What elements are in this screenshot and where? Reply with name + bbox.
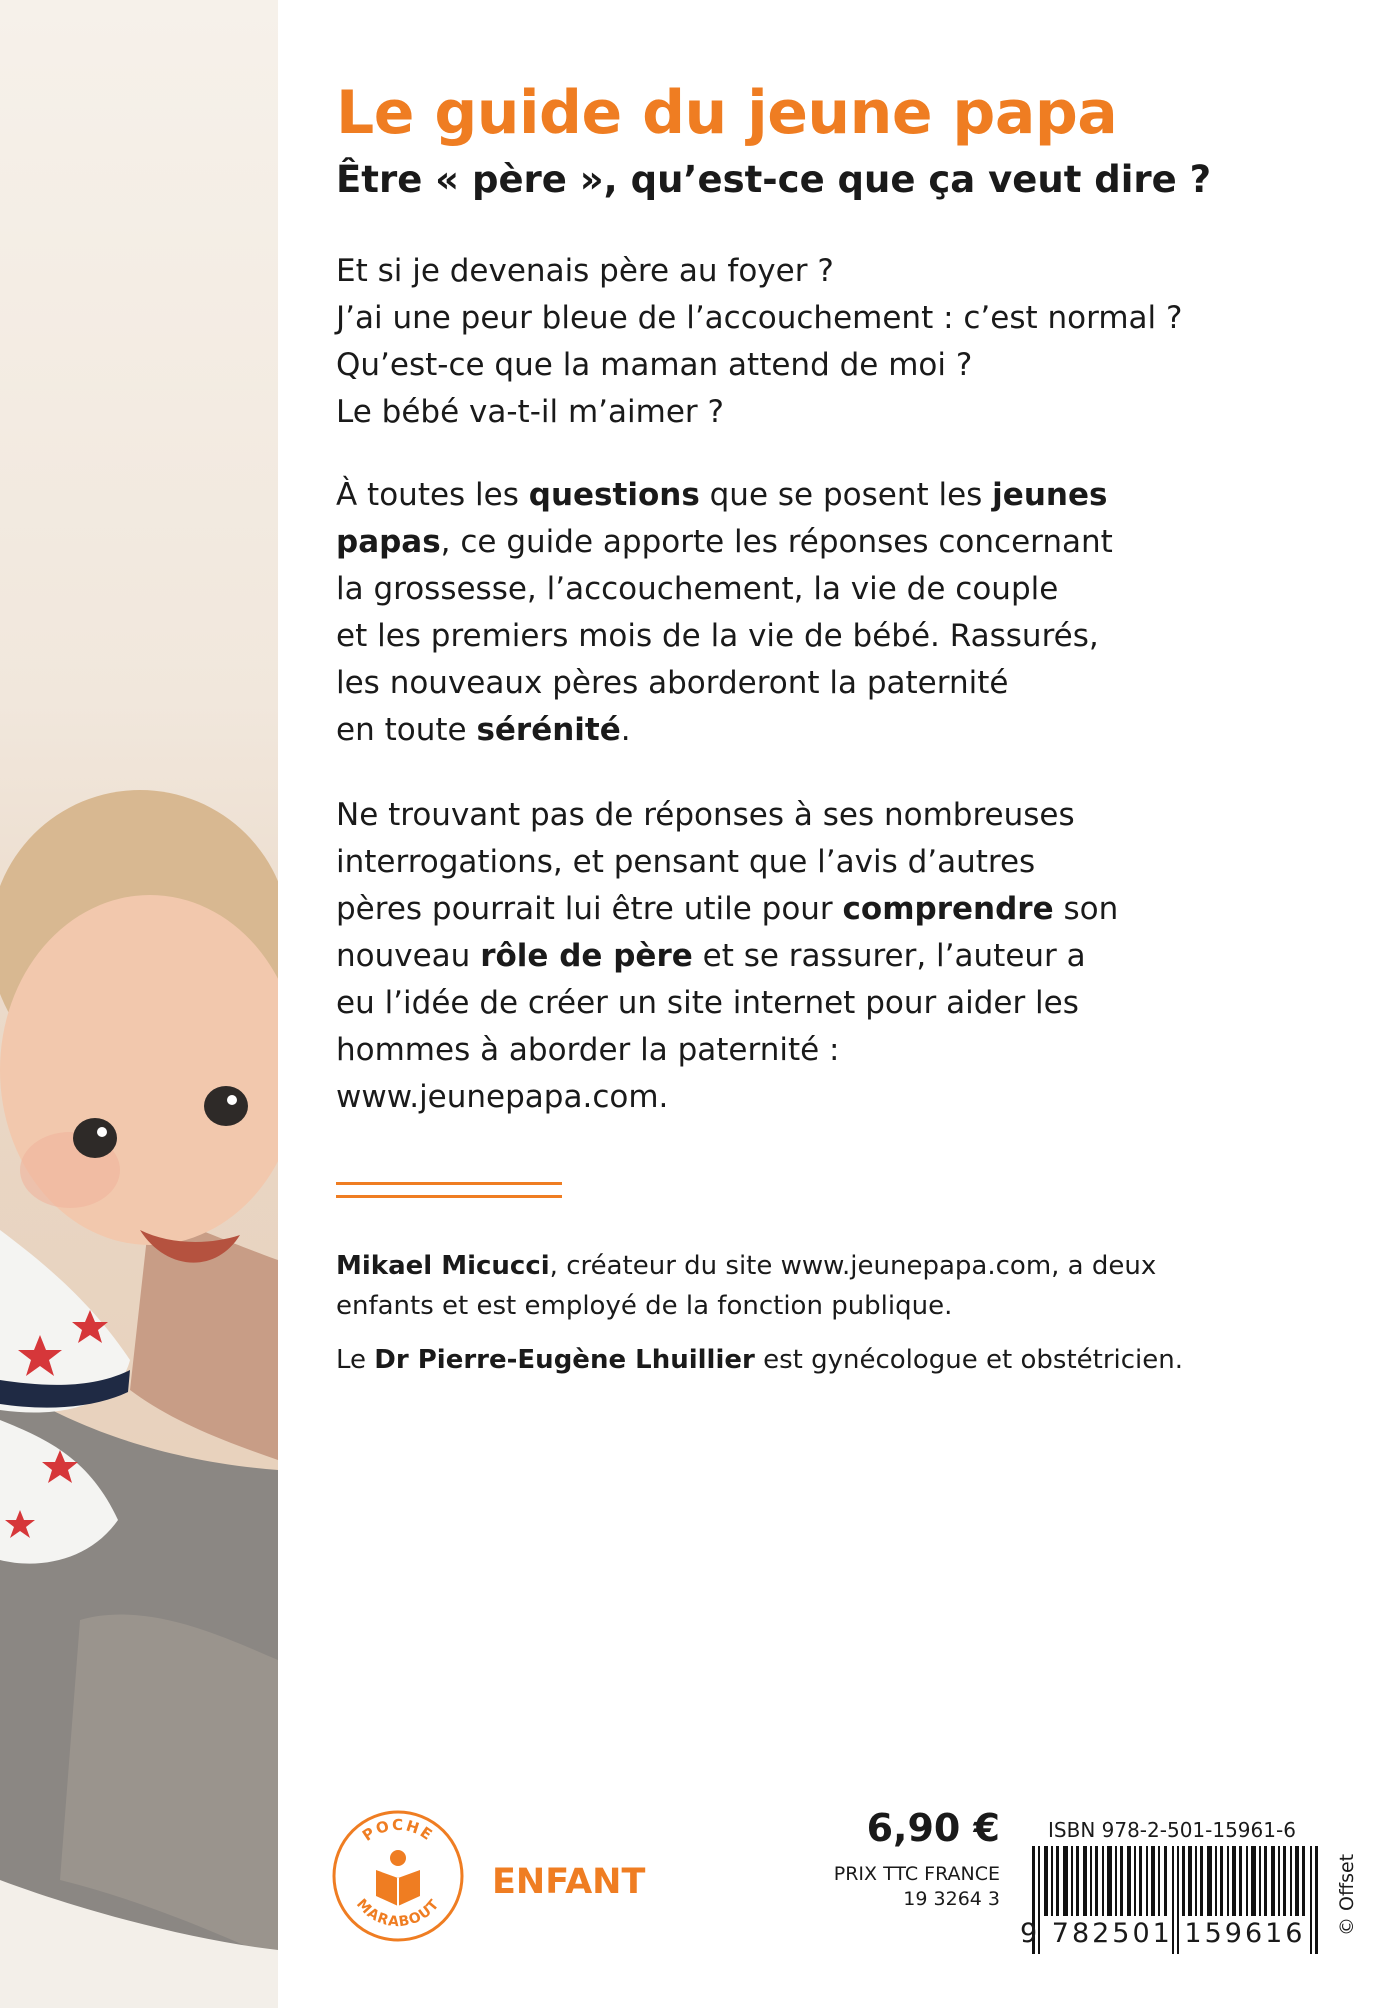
question-item: Le bébé va-t-il m’aimer ? (336, 394, 724, 430)
coauthor-bio: Le Dr Pierre-Eugène Lhuillier est gynécologue et obstétricien. (336, 1345, 1184, 1375)
price: 6,90 € (866, 1806, 1000, 1850)
question-item: Et si je devenais père au foyer ? (336, 253, 834, 289)
author-story-paragraph: Ne trouvant pas de réponses à ses nombreuses interrogations, et pensant que l’avis d’autres pères pourrait lui être utile pour comprendre son nouveau rôle de père et se rassurer, l’auteur a eu l’idée de créer un site internet pour aider les hommes à aborder la paternité : www.jeunepapa.com. (336, 797, 1119, 1115)
category-label: ENFANT (492, 1862, 646, 1902)
questions-list (336, 248, 1182, 436)
poche-marabout-logo (330, 1808, 466, 1944)
logo-top-text: POCHE (359, 1815, 438, 1845)
baby-illustration (0, 0, 278, 2008)
isbn: ISBN 978-2-501-15961-6 (1048, 1818, 1296, 1842)
price-note: PRIX TTC FRANCE 19 3264 3 (833, 1863, 1000, 1910)
book-subtitle: Être « père », qu’est-ce que ça veut dire ? (336, 158, 1212, 201)
author-bio: Mikael Micucci, créateur du site www.jeunepapa.com, a deux enfants et est employé de la fonction publique. (336, 1251, 1157, 1321)
question-item: Qu’est-ce que la maman attend de moi ? (336, 347, 973, 383)
photo-credit: © Offset (1336, 1853, 1358, 1936)
svg-text:POCHE (359, 1816, 437, 1845)
book-title: Le guide du jeune papa (336, 78, 1118, 148)
cover-photo (0, 0, 278, 2008)
logo-bottom-text: MARABOUT (353, 1896, 443, 1931)
orange-divider (336, 1182, 562, 1208)
summary-paragraph: À toutes les questions que se posent les jeunes papas, ce guide apporte les réponses concernant la grossesse, l’accouchement, la vie de couple et les premiers mois de la vie de bébé. Rassurés, les nouveaux pères aborderont la paternité en toute sérénité. (336, 477, 1113, 748)
question-item: J’ai une peur bleue de l’accouchement : c’est normal ? (336, 300, 1183, 336)
barcode-digits: 9 782501 159616 (1020, 1918, 1306, 1949)
